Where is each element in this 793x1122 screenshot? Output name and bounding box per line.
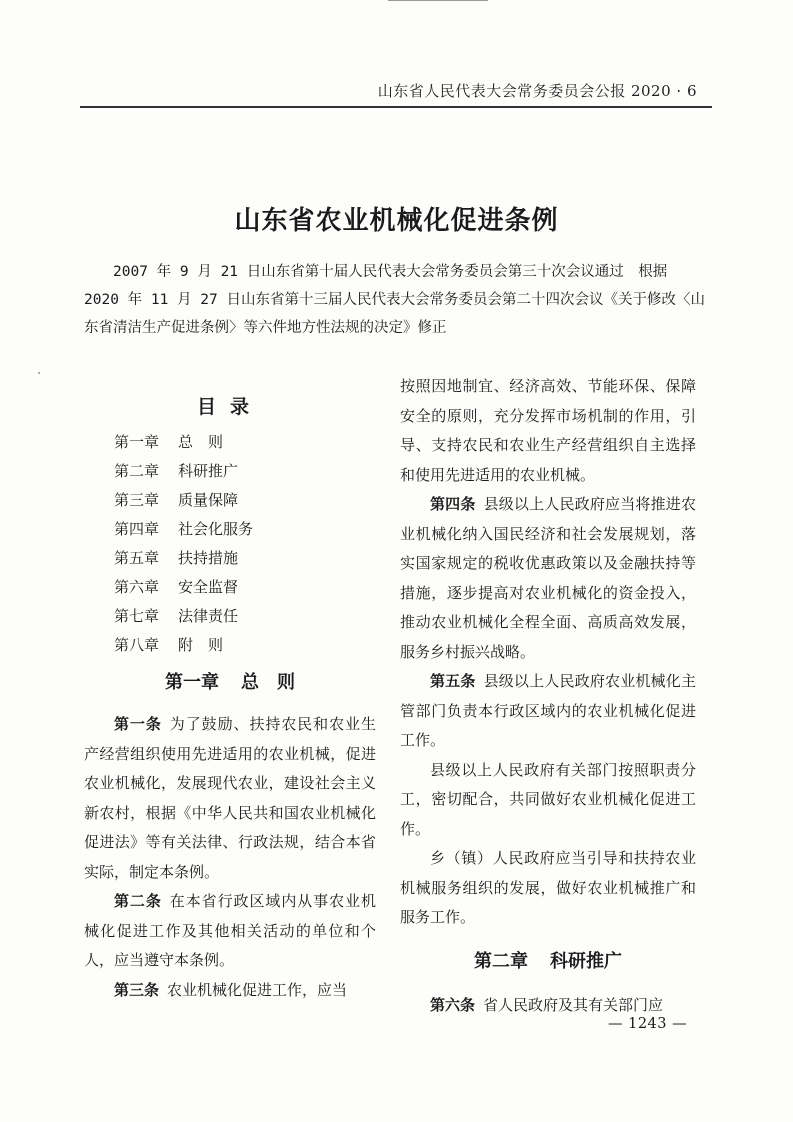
article-2: 第二条 在本省行政区域内从事农业机械化促进工作及其他相关活动的单位和个人，应当遵守本条例。: [84, 892, 376, 969]
toc-item: 第八章 附 则: [114, 636, 224, 654]
toc-item: 第一章 总 则: [114, 433, 224, 451]
toc-title: 目录: [196, 396, 263, 418]
article-6: 第六条 省人民政府及其有关部门应: [430, 995, 664, 1014]
article-1: 第一条 为了鼓励、扶持农民和农业生产经营组织使用先进适用的农业机械，促进农业机械化，发展现代农业，建设社会主义新农村，根据《中华人民共和国农业机械化促进法》等有关法律、行政法规，结合本省实际，制定本条例。: [84, 715, 376, 881]
article-label: 第四条: [430, 495, 476, 513]
article-4: 第四条 县级以上人民政府应当将推进农业机械化纳入国民经济和社会发展规划，落实国家规定的税收优惠政策以及金融扶持等措施，逐步提高对农业机械化的资金投入，推动农业机械化全程全面、高质高效发展，服务乡村振兴战略。: [400, 495, 696, 661]
article-5-para-3: 乡（镇）人民政府应当引导和扶持农业机械服务组织的发展，做好农业机械推广和服务工作。: [400, 849, 696, 926]
article-3-continued: 按照因地制宜、经济高效、节能环保、保障安全的原则，充分发挥市场机制的作用，引导、支持农民和农业生产经营组织自主选择和使用先进适用的农业机械。: [400, 377, 696, 484]
article-label: 第六条: [430, 995, 476, 1014]
scan-speck: [38, 372, 40, 374]
chapter-heading: 第一章 总 则: [165, 672, 295, 693]
document-title: 山东省农业机械化促进条例: [234, 206, 559, 236]
chapter-heading: 第二章 科研推广: [474, 950, 622, 972]
toc-item: 第三章 质量保障: [114, 491, 239, 509]
article-5: 第五条 县级以上人民政府农业机械化主管部门负责本行政区域内的农业机械化促进工作。: [400, 672, 696, 749]
left-column: [84, 372, 376, 1005]
article-3: 第三条 农业机械化促进工作，应当: [114, 980, 348, 999]
toc-item: 第二章 科研推广: [114, 462, 239, 480]
running-header: 山东省人民代表大会常务委员会公报 2020 · 6: [377, 82, 697, 100]
page-number: — 1243 —: [608, 1016, 688, 1032]
article-5-para-2: 县级以上人民政府有关部门按照职责分工，密切配合，共同做好农业机械化促进工作。: [400, 760, 696, 838]
table-of-contents: [84, 428, 376, 660]
article-label: 第五条: [430, 672, 476, 690]
header-rule: [80, 106, 712, 108]
toc-item: 第七章 法律责任: [114, 607, 239, 625]
toc-item: 第五章 扶持措施: [114, 549, 239, 567]
toc-item: 第六章 安全监督: [114, 578, 239, 596]
toc-item: 第四章 社会化服务: [114, 520, 254, 538]
article-label: 第一条: [114, 715, 162, 733]
article-label: 第二条: [114, 892, 162, 910]
adoption-note-text: 2007 年 9 月 21 日山东省第十届人民代表大会常务委员会第三十次会议通过 根据 2020 年 11 月 27 日山东省第十三届人民代表大会常务委员会第二十四次会议《关于修改〈山东省清洁生产促进条例〉等六件地方性法规的决定》修正: [84, 264, 705, 336]
right-column: [400, 372, 696, 1020]
top-edge-line: [388, 0, 488, 1]
article-label: 第三条: [114, 980, 160, 999]
adoption-note: [84, 258, 709, 342]
